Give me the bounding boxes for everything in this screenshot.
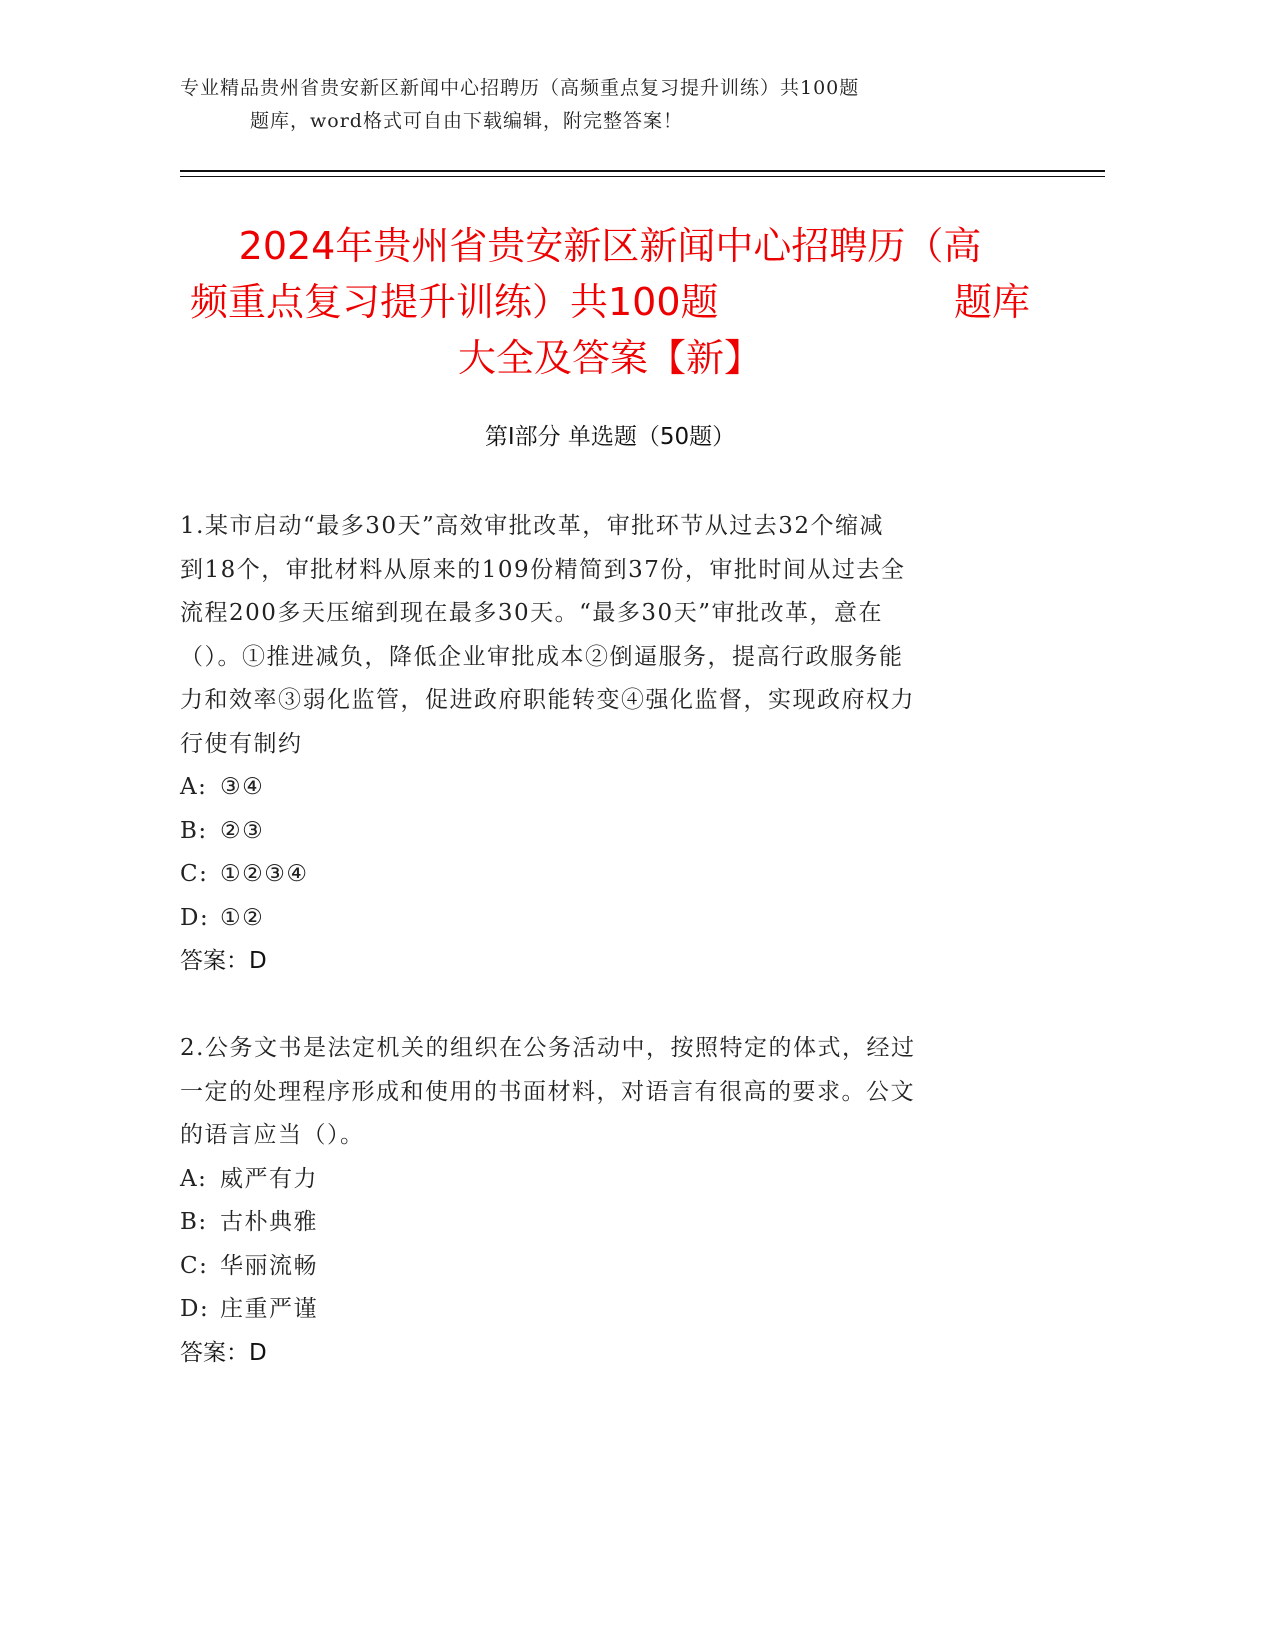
option-text: ①②③④ <box>220 861 309 887</box>
option-letter: D: <box>180 904 210 931</box>
option-text: 华丽流畅 <box>220 1252 318 1279</box>
header-rule-thin <box>180 176 1105 177</box>
stem-line: 2.公务文书是法定机关的组织在公务活动中，按照特定的体式，经过 <box>180 1035 916 1061</box>
option-text: 威严有力 <box>220 1165 318 1192</box>
option-a <box>180 1158 1015 1202</box>
header-line-1: 专业精品贵州省贵安新区新闻中心招聘历（高频重点复习提升训练）共100题 <box>180 77 860 99</box>
option-text: 庄重严谨 <box>220 1296 318 1322</box>
option-text: 古朴典雅 <box>220 1209 318 1235</box>
option-b <box>180 810 1015 854</box>
option-d <box>180 897 1015 941</box>
stem-line: 到18个，审批材料从原来的109份精简到37份，审批时间从过去全 <box>180 556 906 583</box>
title-line-3: 大全及答案【新】 <box>457 336 762 380</box>
page-header <box>180 72 1050 138</box>
title-line-2-left: 频重点复习提升训练）共100题 <box>190 280 719 324</box>
option-d <box>180 1288 1015 1332</box>
stem-line: 1.某市启动“最多30天”高效审批改革，审批环节从过去32个缩减 <box>180 513 884 539</box>
option-text: ③④ <box>220 774 265 800</box>
stem-line: 一定的处理程序形成和使用的书面材料，对语言有很高的要求。公文 <box>180 1078 915 1105</box>
option-a <box>180 766 1015 810</box>
stem-line: 的语言应当（）。 <box>180 1122 365 1148</box>
question-2 <box>180 1027 1015 1375</box>
title-line-2-right: 题库 <box>953 280 1030 324</box>
option-letter: A: <box>180 1165 208 1192</box>
stem-line: 力和效率③弱化监管，促进政府职能转变④强化监督，实现政府权力 <box>180 687 915 713</box>
stem-line: （）。①推进减负，降低企业审批成本②倒逼服务，提高行政服务能 <box>180 643 904 670</box>
question-1 <box>180 505 1015 984</box>
title-line-2 <box>180 274 1040 330</box>
option-text: ②③ <box>220 817 265 844</box>
option-letter: B: <box>180 1209 208 1235</box>
stem-line: 流程200多天压缩到现在最多30天。“最多30天”审批改革，意在 <box>180 600 883 626</box>
section-heading: 第Ⅰ部分 单选题（50题） <box>484 424 736 450</box>
title-line-1: 2024年贵州省贵安新区新闻中心招聘历（高 <box>238 224 982 268</box>
header-rule-thick <box>180 170 1105 172</box>
option-c <box>180 1245 1015 1289</box>
option-letter: D: <box>180 1296 210 1322</box>
header-line-2: 题库，word格式可自由下载编辑，附完整答案！ <box>250 110 683 132</box>
question-stem <box>180 505 1015 766</box>
stem-line: 行使有制约 <box>180 730 303 757</box>
option-letter: B: <box>180 817 208 844</box>
option-letter: A: <box>180 774 208 800</box>
option-b <box>180 1201 1015 1245</box>
question-stem <box>180 1027 1015 1158</box>
answer-line: 答案：D <box>180 948 267 974</box>
option-letter: C: <box>180 861 209 887</box>
answer-line: 答案：D <box>180 1339 267 1366</box>
option-c <box>180 853 1015 897</box>
option-text: ①② <box>220 904 265 931</box>
document-title <box>180 218 1040 386</box>
option-letter: C: <box>180 1252 209 1279</box>
